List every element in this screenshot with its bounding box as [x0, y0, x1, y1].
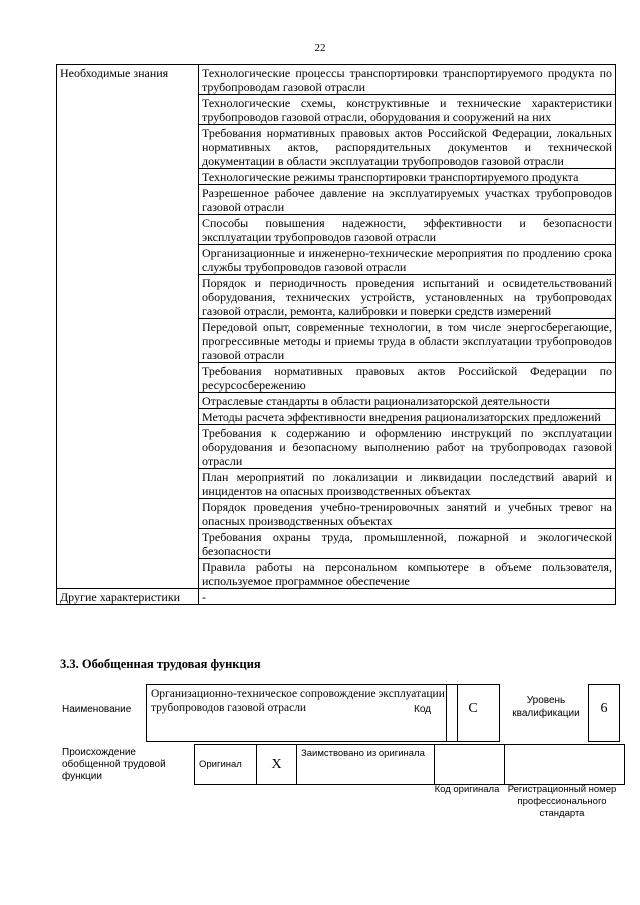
origin-table [194, 744, 625, 785]
code-caption: Код оригинала [434, 784, 500, 795]
knowledge-item: Требования нормативных правовых актов Российской Федерации по ресурсосбережению [199, 363, 616, 393]
original-mark: X [257, 745, 297, 785]
registration-number-cell [505, 745, 625, 785]
level-label: Уровень квалификации [512, 695, 580, 719]
borrowed-label: Заимствовано из оригинала [297, 745, 435, 785]
knowledge-item: Отраслевые стандарты в области рационализаторской деятельности [199, 393, 616, 409]
knowledge-item: Требования нормативных правовых актов Российской Федерации, локальных нормативных актов, распорядительных документов и технической документации в области эксплуатации трубопроводов газовой отрасли [199, 125, 616, 169]
reg-caption: Регистрационный номер профессионального стандарта [507, 784, 617, 819]
knowledge-item: План мероприятий по локализации и ликвидации последствий аварий и инцидентов на опасных производственных объектах [199, 469, 616, 499]
knowledge-item: Организационные и инженерно-технические мероприятия по продлению срока службы трубопроводов газовой отрасли [199, 245, 616, 275]
knowledge-item: Требования охраны труда, промышленной, пожарной и экологической безопасности [199, 529, 616, 559]
knowledge-table-body [57, 65, 616, 605]
section-title: 3.3. Обобщенная трудовая функция [60, 657, 261, 671]
name-value: Организационно-техническое сопровождение эксплуатации трубопроводов газовой отрасли [146, 684, 458, 742]
knowledge-item: Требования к содержанию и оформлению инструкций по эксплуатации оборудования и безопасному выполнению работ на трубопроводах газовой отрасли [199, 425, 616, 469]
knowledge-item: Порядок проведения учебно-тренировочных занятий и учебных тревог на опасных производственных объектах [199, 499, 616, 529]
original-label: Оригинал [195, 745, 257, 785]
knowledge-item: Способы повышения надежности, эффективности и безопасности эксплуатации трубопроводов газовой отрасли [199, 215, 616, 245]
table-row [57, 589, 616, 605]
knowledge-item: Технологические режимы транспортировки транспортируемого продукта [199, 169, 616, 185]
knowledge-item: Правила работы на персональном компьютере в объеме пользователя, используемое программное обеспечение [199, 559, 616, 589]
knowledge-item: Методы расчета эффективности внедрения рационализаторских предложений [199, 409, 616, 425]
name-label: Наименование [62, 704, 132, 715]
knowledge-item: Передовой опыт, современные технологии, в том числе энергосберегающие, прогрессивные методы и приемы труда в области эксплуатации трубопроводов газовой отрасли [199, 319, 616, 363]
knowledge-item: Порядок и периодичность проведения испытаний и освидетельствований оборудования, технических устройств, установленных на трубопроводах газовой отрасли, ремонта, калибровки и поверки средств измерений [199, 275, 616, 319]
knowledge-table [56, 64, 616, 605]
code-label: Код [414, 704, 432, 715]
knowledge-label: Необходимые знания [57, 65, 199, 589]
function-header-row [60, 684, 620, 742]
knowledge-item: Технологические схемы, конструктивные и технические характеристики трубопроводов газовой отрасли, оборудования и сооружений на них [199, 95, 616, 125]
knowledge-item: Разрешенное рабочее давление на эксплуатируемых участках трубопроводов газовой отрасли [199, 185, 616, 215]
code-value: C [446, 684, 500, 742]
level-value: 6 [588, 684, 620, 742]
origin-label: Происхождение обобщенной трудовой функции [62, 747, 166, 782]
other-characteristics-value: - [199, 589, 616, 605]
knowledge-item: Технологические процессы транспортировки транспортируемого продукта по трубопроводам газовой отрасли [199, 65, 616, 95]
table-row [57, 65, 616, 95]
page-number: 22 [314, 42, 326, 54]
other-characteristics-label: Другие характеристики [57, 589, 199, 605]
original-code-cell [435, 745, 505, 785]
